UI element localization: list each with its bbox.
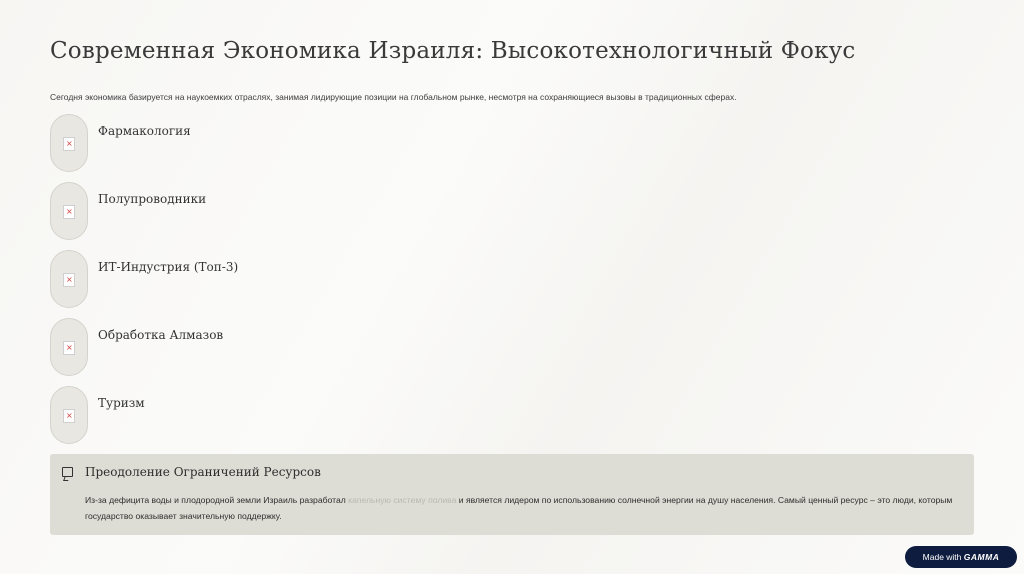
speech-bubble-icon xyxy=(62,467,73,477)
list-item xyxy=(50,182,650,250)
list-item xyxy=(50,386,650,454)
item-image-frame xyxy=(50,318,88,376)
item-image-frame xyxy=(50,182,88,240)
callout-title: Преодоление Ограничений Ресурсов xyxy=(85,465,321,479)
list-item-label: Туризм xyxy=(98,396,145,410)
badge-prefix: Made with xyxy=(922,552,962,562)
broken-image-icon xyxy=(63,205,75,219)
item-image-frame xyxy=(50,114,88,172)
callout-text-before: Из-за дефицита воды и плодородной земли Израиль разработал xyxy=(85,495,349,505)
callout-highlight: капельную систему полива xyxy=(348,495,457,505)
list-item-label: Фармакология xyxy=(98,124,191,138)
list-item-label: ИТ-Индустрия (Топ-3) xyxy=(98,260,239,274)
callout-text xyxy=(85,492,955,524)
resources-callout xyxy=(50,454,974,535)
industry-list xyxy=(50,114,650,454)
broken-image-icon xyxy=(63,341,75,355)
list-item xyxy=(50,114,650,182)
made-with-gamma-badge[interactable] xyxy=(905,546,1017,568)
broken-image-icon xyxy=(63,137,75,151)
list-item xyxy=(50,250,650,318)
page-subtitle: Сегодня экономика базируется на наукоемких отраслях, занимая лидирующие позиции на глобальном рынке, несмотря на сохраняющиеся вызовы в традиционных сферах. xyxy=(50,92,737,102)
item-image-frame xyxy=(50,386,88,444)
list-item-label: Полупроводники xyxy=(98,192,207,206)
item-image-frame xyxy=(50,250,88,308)
callout-text-after: и является лидером по использованию солнечной энергии на душу населения. Самый ценный ресурс – это люди, которым государство оказывает значительную поддержку. xyxy=(85,495,953,521)
gamma-logo: GAMMA xyxy=(963,552,1000,562)
page-title: Современная Экономика Израиля: Высокотехнологичный Фокус xyxy=(50,38,856,64)
broken-image-icon xyxy=(63,273,75,287)
list-item xyxy=(50,318,650,386)
broken-image-icon xyxy=(63,409,75,423)
list-item-label: Обработка Алмазов xyxy=(98,328,224,342)
